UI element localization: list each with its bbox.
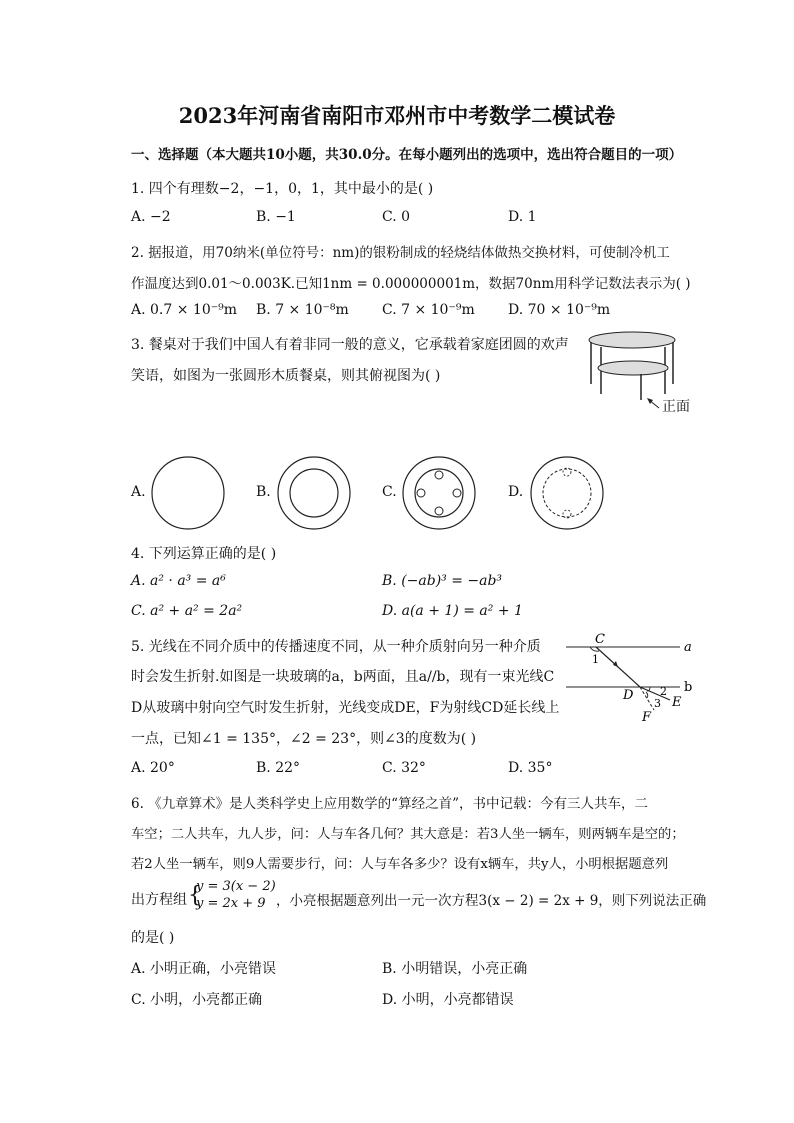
q5-option-d: D. 35° xyxy=(508,760,553,776)
angle-1: 1 xyxy=(592,653,599,666)
label-a: a xyxy=(684,640,692,655)
q2-line1: 2. 据报道，用70纳米(单位符号：nm)的银粉制成的轻烧结体做热交换材料，可使制冷机工 xyxy=(131,245,670,261)
front-label: 正面 xyxy=(662,399,690,415)
q2-option-c: C. 7 × 10⁻⁹m xyxy=(382,302,475,318)
q2-option-b: B. 7 × 10⁻⁸m xyxy=(256,302,349,318)
q5-line3: D从玻璃中射向空气时发生折射，光线变成DE，F为射线CD延长线上 xyxy=(131,700,560,716)
q4-option-a: A. a² · a³ = a⁶ xyxy=(131,573,226,589)
top-view-d xyxy=(529,455,605,531)
q1-stem: 1. 四个有理数−2，−1，0，1，其中最小的是( ) xyxy=(131,181,434,197)
label-d: D xyxy=(623,688,634,703)
angle-2: 2 xyxy=(660,685,667,698)
q3-line1: 3. 餐桌对于我们中国人有着非同一般的意义，它承载着家庭团圆的欢声 xyxy=(131,337,569,353)
angle-3: 3 xyxy=(654,697,661,710)
top-view-b xyxy=(276,455,352,531)
system-eq2: y = 2x + 9 xyxy=(196,896,266,911)
q1-option-d: D. 1 xyxy=(508,209,537,225)
q6-option-b: B. 小明错误，小亮正确 xyxy=(382,961,528,977)
q6-line4a: 出方程组 xyxy=(131,892,187,908)
system-brace: { xyxy=(188,883,202,908)
q3-line2: 笑语，如图为一张圆形木质餐桌，则其俯视图为( ) xyxy=(131,368,441,384)
q1-option-a: A. −2 xyxy=(131,209,171,225)
top-view-a xyxy=(150,455,226,531)
q5-line2: 时会发生折射.如图是一块玻璃的a，b两面，且a//b，现有一束光线C xyxy=(131,669,555,685)
q6-line2: 车空；二人共车，九人步，问：人与车各几何？其大意是：若3人坐一辆车，则两辆车是空的； xyxy=(131,827,685,842)
q6-line3: 若2人坐一辆车，则9人需要步行，问：人与车各多少？设有x辆车，共y人，小明根据题意列 xyxy=(131,857,669,872)
q6-line5: 的是( ) xyxy=(131,930,175,946)
page-title: 2023年河南省南阳市邓州市中考数学二模试卷 xyxy=(178,103,616,128)
label-b: b xyxy=(684,680,693,695)
section-heading: 一、选择题（本大题共10小题，共30.0分。在每小题列出的选项中，选出符合题目的一项） xyxy=(131,147,683,163)
q5-line1: 5. 光线在不同介质中的传播速度不同，从一种介质射向另一种介质 xyxy=(131,639,541,655)
q3-option-c: C. xyxy=(382,484,397,500)
q6-line1: 6. 《九章算术》是人类科学史上应用数学的“算经之首”，书中记载：今有三人共车，二 xyxy=(131,796,648,812)
system-eq1: y = 3(x − 2) xyxy=(196,879,276,894)
q3-option-a: A. xyxy=(131,484,146,500)
q6-line4b: ，小亮根据题意列出一元一次方程3(x − 2) = 2x + 9，则下列说法正确 xyxy=(276,893,707,909)
q4-option-b: B. (−ab)³ = −ab³ xyxy=(382,573,503,589)
q4-option-d: D. a(a + 1) = a² + 1 xyxy=(382,603,523,619)
q2-line2: 作温度达到0.01～0.003K.已知1nm = 0.000000001m，数据70nm用科学记数法表示为( ) xyxy=(131,276,691,292)
q2-option-a: A. 0.7 × 10⁻⁹m xyxy=(131,302,237,318)
q5-option-a: A. 20° xyxy=(131,760,175,776)
q4-option-c: C. a² + a² = 2a² xyxy=(131,603,243,619)
q6-option-d: D. 小明，小亮都错误 xyxy=(382,992,514,1008)
q5-option-c: C. 32° xyxy=(382,760,426,776)
q6-option-c: C. 小明，小亮都正确 xyxy=(131,992,263,1008)
q3-option-b: B. xyxy=(256,484,271,500)
refraction-figure xyxy=(566,632,696,724)
q1-option-c: C. 0 xyxy=(382,209,411,225)
q6-option-a: A. 小明正确，小亮错误 xyxy=(131,961,277,977)
label-c: C xyxy=(595,632,605,647)
q4-stem: 4. 下列运算正确的是( ) xyxy=(131,546,277,562)
q3-option-d: D. xyxy=(508,484,524,500)
label-f: F xyxy=(642,710,652,725)
top-view-c xyxy=(401,455,477,531)
q5-option-b: B. 22° xyxy=(256,760,301,776)
q5-line4: 一点，已知∠1 = 135°，∠2 = 23°，则∠3的度数为( ) xyxy=(131,731,477,747)
q1-option-b: B. −1 xyxy=(256,209,296,225)
label-e: E xyxy=(672,695,682,710)
q2-option-d: D. 70 × 10⁻⁹m xyxy=(508,302,611,318)
